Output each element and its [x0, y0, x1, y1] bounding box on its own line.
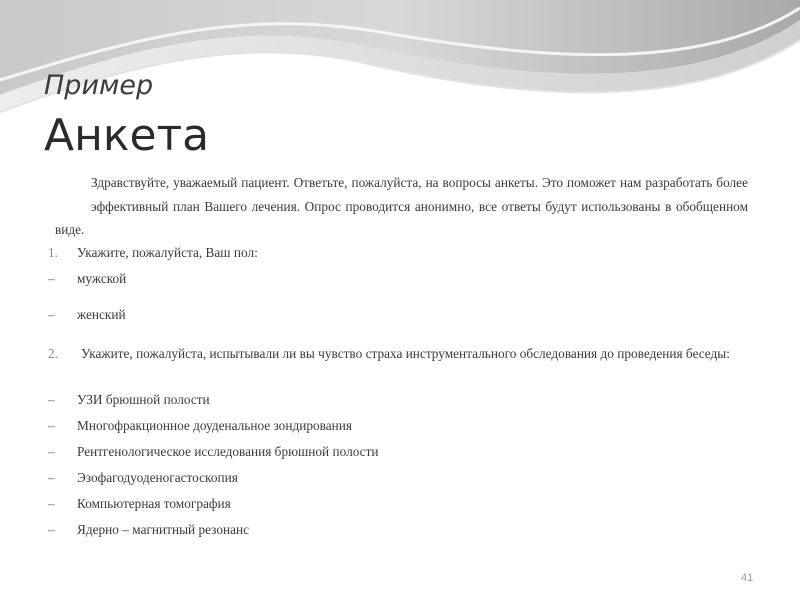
intro-paragraph — [55, 171, 748, 242]
slide-title: Анкета — [44, 110, 210, 161]
slide-subtitle: Пример — [44, 70, 154, 101]
option-text: Рентгенологическое исследования брюшной полости — [77, 444, 379, 459]
list-item — [48, 416, 352, 436]
dash-bullet-icon: – — [48, 392, 55, 407]
option-text: УЗИ брюшной полости — [77, 392, 210, 407]
option-text: Многофракционное доуденальное зондирования — [77, 418, 352, 433]
list-item — [48, 468, 238, 488]
dash-bullet-icon: – — [48, 522, 55, 537]
option-text: Ядерно – магнитный резонанс — [77, 522, 250, 537]
option-text: Эзофагодуоденогастоскопия — [77, 470, 238, 485]
list-item — [48, 442, 379, 462]
question-number: 2. — [48, 346, 58, 361]
option-text: женский — [77, 307, 126, 322]
option-text: Компьютерная томография — [77, 496, 231, 511]
question-2 — [48, 343, 758, 364]
list-item — [48, 520, 249, 540]
question-1 — [48, 242, 758, 263]
dash-bullet-icon: – — [48, 444, 55, 459]
question-number: 1. — [48, 245, 58, 260]
dash-bullet-icon: – — [48, 307, 55, 322]
dash-bullet-icon: – — [48, 496, 55, 511]
question-text: Укажите, пожалуйста, Ваш пол: — [77, 245, 258, 260]
list-item — [48, 305, 126, 325]
question-text: Укажите, пожалуйста, испытывали ли вы чувство страха инструментального обследования до проведения беседы: — [81, 346, 730, 361]
list-item — [48, 494, 231, 514]
page-number: 41 — [741, 572, 754, 584]
option-text: мужской — [77, 271, 127, 286]
dash-bullet-icon: – — [48, 271, 55, 286]
dash-bullet-icon: – — [48, 418, 55, 433]
dash-bullet-icon: – — [48, 470, 55, 485]
list-item — [48, 390, 210, 410]
intro-text-part2: эффективный план Вашего лечения. Опрос проводится анонимно, все ответы будут использованы в обобщенном виде. — [55, 198, 748, 237]
intro-text-part1: Здравствуйте, уважаемый пациент. Ответьте, пожалуйста, на вопросы анкеты. Это поможет нам разработать более — [91, 175, 748, 190]
list-item — [48, 269, 126, 289]
